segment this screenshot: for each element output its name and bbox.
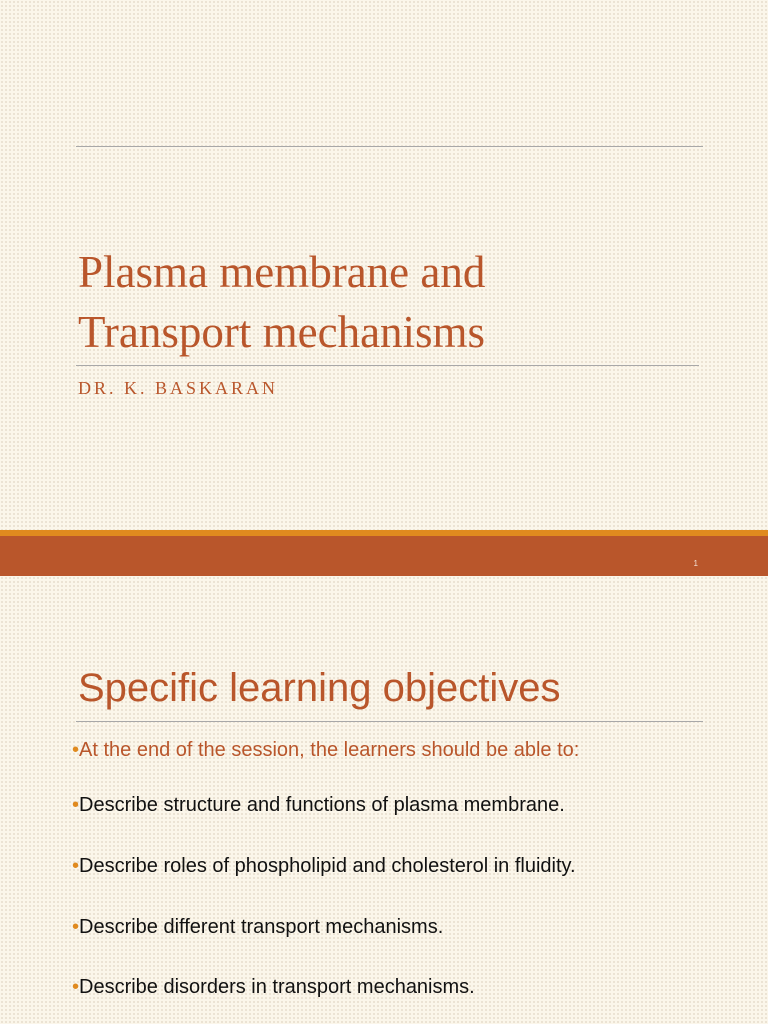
footer-band [0,536,768,576]
slide-number: 1 [693,559,698,568]
slide-title [78,242,698,362]
bullet-icon: • [72,855,80,877]
intro-item [72,737,579,763]
objectives-heading: Specific learning objectives [78,666,561,710]
heading-divider [76,721,703,722]
title-line-2: Transport mechanisms [78,307,486,357]
objective-text: Describe structure and functions of plasma membrane. [79,794,565,816]
intro-text: At the end of the session, the learners should be able to: [79,739,580,761]
objective-item [72,974,475,1000]
objective-text: Describe roles of phospholipid and cholesterol in fluidity. [79,855,576,877]
objective-text: Describe different transport mechanisms. [79,916,444,938]
objective-item [72,853,576,879]
top-divider [76,146,703,147]
title-divider [76,365,699,366]
author-subtitle: DR. K. BASKARAN [78,378,279,398]
objective-item [72,914,443,940]
bullet-icon: • [72,794,80,816]
slide-footer-bar [0,530,768,576]
objectives-slide [0,576,768,1024]
objective-text: Describe disorders in transport mechanisms. [79,976,475,998]
bullet-icon: • [72,916,80,938]
title-line-1: Plasma membrane and [78,247,486,297]
bullet-icon: • [72,739,80,761]
bullet-icon: • [72,976,80,998]
objective-item [72,792,565,818]
